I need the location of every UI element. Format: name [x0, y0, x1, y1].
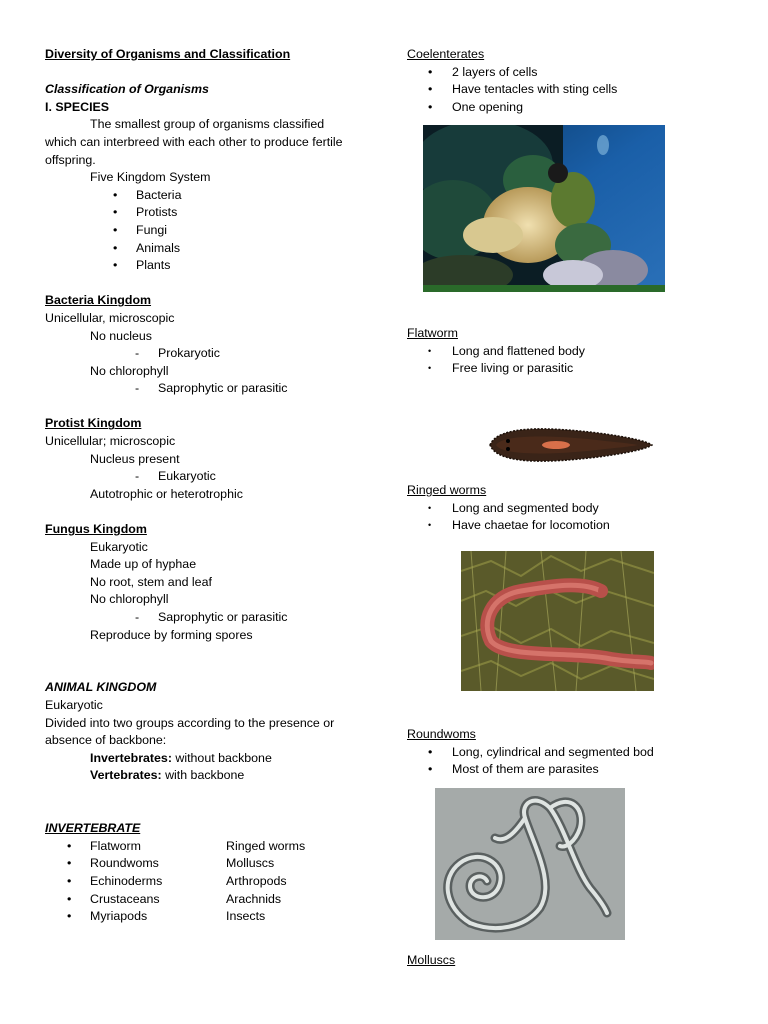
animal-text: absence of backbone:	[45, 733, 167, 748]
flatworm-image	[488, 397, 653, 495]
protist-text: Autotrophic or heterotrophic	[90, 486, 243, 501]
list-item: • Long, cylindrical and segmented bod	[428, 744, 654, 759]
dash-item: - Eukaryotic	[135, 469, 216, 484]
invertebrates-definition: Invertebrates: without backbone	[90, 750, 272, 765]
invertebrate-row: • Echinoderms Arthropods	[67, 873, 287, 888]
molluscs-heading: Molluscs	[407, 953, 456, 967]
invertebrate-row: • Crustaceans Arachnids	[67, 891, 282, 906]
list-item: • 2 layers of cells	[428, 64, 538, 79]
list-item: • Animals	[113, 240, 181, 255]
animal-text: Eukaryotic	[45, 697, 103, 712]
animal-text: Divided into two groups according to the presence or	[45, 715, 335, 730]
species-text: which can interbreed with each other to produce fertile	[45, 134, 343, 149]
dash-item: - Saprophytic or parasitic	[135, 610, 288, 624]
species-heading: I. SPECIES	[45, 99, 110, 114]
document-title: Diversity of Organisms and Classification	[45, 47, 291, 61]
fungus-text: No chlorophyll	[90, 592, 169, 607]
five-kingdom-label: Five Kingdom System	[90, 170, 211, 185]
list-item: • Fungi	[113, 222, 167, 237]
list-item: • Bacteria	[113, 187, 182, 202]
flatworm-section	[407, 325, 707, 378]
fungus-text: Reproduce by forming spores	[90, 627, 253, 642]
bacteria-heading: Bacteria Kingdom	[45, 293, 152, 308]
coelenterates-heading: Coelenterates	[407, 47, 485, 61]
fungus-text: No root, stem and leaf	[90, 574, 212, 589]
list-item: • Plants	[113, 258, 171, 273]
fungus-text: Made up of hyphae	[90, 557, 197, 572]
species-text: The smallest group of organisms classified	[90, 117, 325, 132]
dash-item: - Prokaryotic	[135, 346, 220, 361]
vertebrates-definition: Vertebrates: with backbone	[90, 768, 245, 783]
flatworm-heading: Flatworm	[407, 326, 458, 340]
invertebrate-heading: INVERTEBRATE	[45, 821, 141, 836]
dash-item: - Saprophytic or parasitic	[135, 381, 288, 396]
protist-text: Unicellular; microscopic	[45, 434, 176, 449]
list-item: • Have chaetae for locomotion	[428, 518, 610, 533]
fungus-heading: Fungus Kingdom	[45, 522, 147, 537]
list-item: • Long and flattened body	[428, 343, 585, 358]
coral-reef-image	[423, 125, 665, 292]
roundworm-image	[435, 788, 625, 940]
list-item: • Free living or parasitic	[428, 361, 574, 376]
earthworm-image	[461, 551, 654, 691]
invertebrate-row: • Roundwoms Molluscs	[67, 856, 275, 871]
molluscs-section	[407, 952, 707, 970]
invertebrate-row: • Flatworm Ringed worms	[67, 838, 306, 853]
roundworms-section	[407, 726, 707, 779]
list-item: • One opening	[428, 99, 523, 114]
invertebrate-row: • Myriapods Insects	[67, 909, 266, 924]
protist-text: Nucleus present	[90, 451, 180, 466]
fungus-text: Eukaryotic	[90, 539, 148, 554]
species-text: offspring.	[45, 152, 96, 167]
animal-heading: ANIMAL KINGDOM	[45, 680, 157, 695]
ringed-worms-heading: Ringed worms	[407, 483, 487, 497]
bacteria-text: No chlorophyll	[90, 363, 169, 378]
bacteria-text: Unicellular, microscopic	[45, 310, 175, 325]
roundworms-heading: Roundwoms	[407, 727, 476, 741]
list-item: • Protists	[113, 205, 178, 220]
left-column	[45, 46, 375, 926]
list-item: • Long and segmented body	[428, 500, 599, 515]
list-item: • Most of them are parasites	[428, 762, 599, 777]
list-item: • Have tentacles with sting cells	[428, 82, 618, 97]
protist-heading: Protist Kingdom	[45, 416, 142, 431]
coelenterates-section	[407, 46, 707, 116]
classification-heading: Classification of Organisms	[45, 82, 209, 97]
bacteria-text: No nucleus	[90, 328, 152, 343]
